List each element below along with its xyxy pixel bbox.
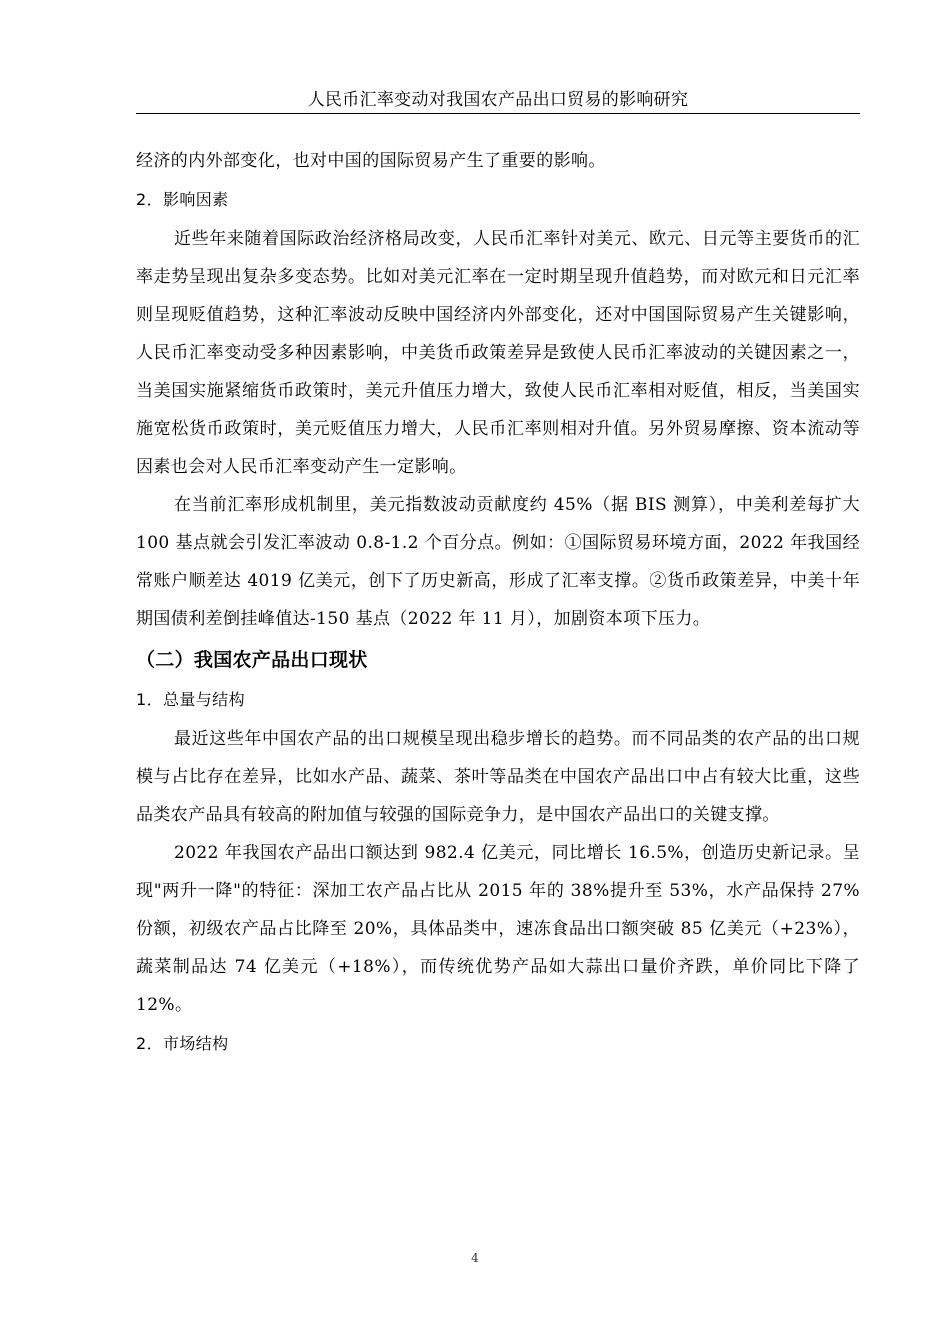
running-header: 人民币汇率变动对我国农产品出口贸易的影响研究 bbox=[307, 90, 689, 110]
paragraph-total-1: 最近这些年中国农产品的出口规模呈现出稳步增长的趋势。而不同品类的农产品的出口规模与占比存在差异，比如水产品、蔬菜、茶叶等品类在中国农产品出口中占有较大比重，这些品类农产品具有较高的附加值与较强的国际竞争力，是中国农产品出口的关键支撑。 bbox=[136, 729, 860, 825]
paragraph-total-2: 2022 年我国农产品出口额达到 982.4 亿美元，同比增长 16.5%，创造历史新记录。呈现"两升一降"的特征：深加工农产品占比从 2015 年的 38%提升至 53%，水产品保持 27%份额，初级农产品占比降至 20%，具体品类中，速冻食品出口额突破 85 亿美元（+23%），蔬菜制品达 74 亿美元（+18%），而传统优势产品如大蒜出口量价齐跌，单价同比下降了 12%。 bbox=[136, 843, 860, 1015]
paragraph-continuation: 经济的内外部变化，也对中国的国际贸易产生了重要的影响。 bbox=[136, 151, 606, 171]
subheading-influencing-factors: 2．影响因素 bbox=[136, 190, 229, 209]
paragraph-factors-2: 在当前汇率形成机制里，美元指数波动贡献度约 45%（据 BIS 测算），中美利差每扩大 100 基点就会引发汇率波动 0.8-1.2 个百分点。例如：①国际贸易环境方面，2022 年我国经常账户顺差达 4019 亿美元，创下了历史新高，形成了汇率支撑。②货币政策差异，中美十年期国债利差倒挂峰值达-150 基点（2022 年 11 月），加剧资本项下压力。 bbox=[136, 495, 860, 629]
subheading-market-structure: 2．市场结构 bbox=[136, 1034, 229, 1053]
page-number: 4 bbox=[471, 1251, 479, 1265]
subheading-total-structure: 1．总量与结构 bbox=[136, 690, 245, 709]
header-rule bbox=[136, 113, 860, 114]
paragraph-factors-1: 近些年来随着国际政治经济格局改变，人民币汇率针对美元、欧元、日元等主要货币的汇率走势呈现出复杂多变态势。比如对美元汇率在一定时期呈现升值趋势，而对欧元和日元汇率则呈现贬值趋势，这种汇率波动反映中国经济内外部变化，还对中国国际贸易产生关键影响，人民币汇率变动受多种因素影响，中美货币政策差异是致使人民币汇率波动的关键因素之一，当美国实施紧缩货币政策时，美元升值压力增大，致使人民币汇率相对贬值，相反，当美国实施宽松货币政策时，美元贬值压力增大，人民币汇率则相对升值。另外贸易摩擦、资本流动等因素也会对人民币汇率变动产生一定影响。 bbox=[136, 229, 860, 477]
page-body bbox=[136, 142, 860, 1064]
section-title-export-status: （二）我国农产品出口现状 bbox=[136, 649, 368, 671]
